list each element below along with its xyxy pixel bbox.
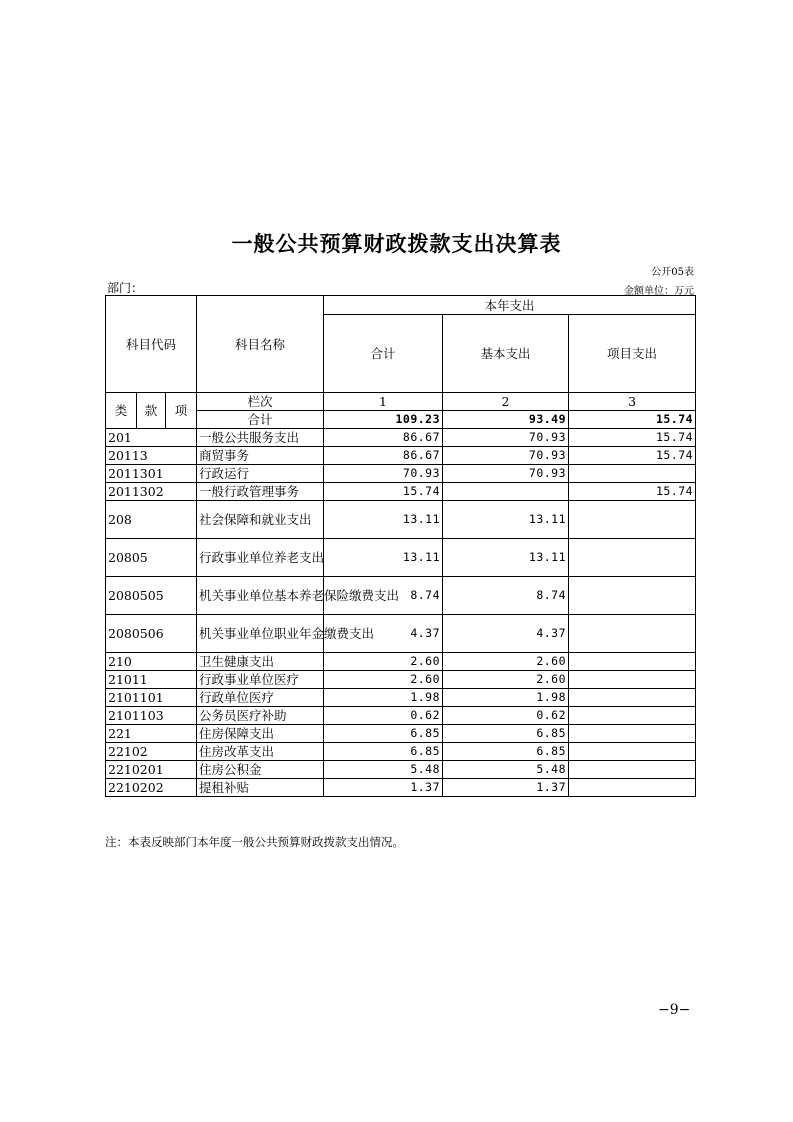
form-number: 公开05表 <box>651 267 694 278</box>
department-label: 部门： <box>107 281 144 295</box>
totals-label: 合计 <box>197 411 324 429</box>
project-amount <box>569 761 696 779</box>
project-amount: 15.74 <box>569 429 696 447</box>
subject-code: 2011302 <box>106 483 197 501</box>
basic-amount: 6.85 <box>443 743 569 761</box>
table-row <box>106 779 696 797</box>
project-amount <box>569 689 696 707</box>
subject-name: 行政单位医疗 <box>197 689 324 707</box>
basic-amount: 4.37 <box>443 615 569 653</box>
project-amount: 15.74 <box>569 447 696 465</box>
table-row <box>106 761 696 779</box>
table-row <box>106 447 696 465</box>
subject-code: 2210201 <box>106 761 197 779</box>
total-amount: 86.67 <box>324 429 443 447</box>
subject-name: 住房改革支出 <box>197 743 324 761</box>
column-number-2: 2 <box>443 393 569 411</box>
total-amount: 4.37 <box>324 615 443 653</box>
total-amount: 8.74 <box>324 577 443 615</box>
header-kuan: 款 <box>137 393 166 429</box>
project-amount <box>569 743 696 761</box>
total-amount: 6.85 <box>324 743 443 761</box>
subject-name: 提租补贴 <box>197 779 324 797</box>
table-row <box>106 725 696 743</box>
basic-amount: 70.93 <box>443 429 569 447</box>
totals-project: 15.74 <box>569 411 696 429</box>
basic-amount: 13.11 <box>443 539 569 577</box>
table-row <box>106 429 696 447</box>
table-row <box>106 483 696 501</box>
subject-code: 2080505 <box>106 577 197 615</box>
header-basic: 基本支出 <box>443 315 569 393</box>
totals-total: 109.23 <box>324 411 443 429</box>
header-project: 项目支出 <box>569 315 696 393</box>
table-row <box>106 671 696 689</box>
expenditure-table <box>105 295 696 797</box>
table-row <box>106 501 696 539</box>
table-row <box>106 465 696 483</box>
total-amount: 1.37 <box>324 779 443 797</box>
subject-code: 21011 <box>106 671 197 689</box>
subject-name: 公务员医疗补助 <box>197 707 324 725</box>
column-number-1: 1 <box>324 393 443 411</box>
table-row <box>106 539 696 577</box>
project-amount <box>569 501 696 539</box>
project-amount <box>569 671 696 689</box>
header-column-index: 栏次 <box>197 393 324 411</box>
subject-name: 一般行政管理事务 <box>197 483 324 501</box>
header-lei: 类 <box>106 393 137 429</box>
project-amount <box>569 465 696 483</box>
page-title: 一般公共预算财政拨款支出决算表 <box>231 232 562 256</box>
total-amount: 15.74 <box>324 483 443 501</box>
basic-amount: 0.62 <box>443 707 569 725</box>
project-amount <box>569 725 696 743</box>
subject-code: 210 <box>106 653 197 671</box>
unit-label: 金额单位：万元 <box>624 286 694 297</box>
basic-amount: 2.60 <box>443 653 569 671</box>
table-note: 注：本表反映部门本年度一般公共预算财政拨款支出情况。 <box>105 835 404 849</box>
basic-amount: 2.60 <box>443 671 569 689</box>
subject-code: 22102 <box>106 743 197 761</box>
project-amount <box>569 577 696 615</box>
table-row <box>106 615 696 653</box>
header-subject-code: 科目代码 <box>106 296 197 393</box>
project-amount <box>569 539 696 577</box>
subject-code: 2101103 <box>106 707 197 725</box>
project-amount <box>569 615 696 653</box>
subject-code: 2210202 <box>106 779 197 797</box>
subject-name: 一般公共服务支出 <box>197 429 324 447</box>
total-amount: 6.85 <box>324 725 443 743</box>
subject-name: 机关事业单位基本养老保险缴费支出 <box>197 577 324 615</box>
total-amount: 2.60 <box>324 671 443 689</box>
total-amount: 0.62 <box>324 707 443 725</box>
table-row <box>106 707 696 725</box>
basic-amount: 70.93 <box>443 447 569 465</box>
project-amount <box>569 653 696 671</box>
basic-amount: 70.93 <box>443 465 569 483</box>
total-amount: 2.60 <box>324 653 443 671</box>
subject-name: 行政事业单位养老支出 <box>197 539 324 577</box>
basic-amount: 1.37 <box>443 779 569 797</box>
total-amount: 13.11 <box>324 539 443 577</box>
subject-name: 住房保障支出 <box>197 725 324 743</box>
subject-code: 20805 <box>106 539 197 577</box>
table-row <box>106 653 696 671</box>
basic-amount: 8.74 <box>443 577 569 615</box>
subject-name: 行政运行 <box>197 465 324 483</box>
subject-code: 2101101 <box>106 689 197 707</box>
project-amount <box>569 707 696 725</box>
header-total: 合计 <box>324 315 443 393</box>
header-subject-name: 科目名称 <box>197 296 324 393</box>
subject-code: 221 <box>106 725 197 743</box>
table-row <box>106 689 696 707</box>
total-amount: 70.93 <box>324 465 443 483</box>
basic-amount: 13.11 <box>443 501 569 539</box>
table-row <box>106 577 696 615</box>
total-amount: 1.98 <box>324 689 443 707</box>
basic-amount: 1.98 <box>443 689 569 707</box>
project-amount <box>569 779 696 797</box>
total-amount: 13.11 <box>324 501 443 539</box>
header-annual-expenditure: 本年支出 <box>324 296 696 315</box>
project-amount: 15.74 <box>569 483 696 501</box>
subject-name: 社会保障和就业支出 <box>197 501 324 539</box>
subject-code: 20113 <box>106 447 197 465</box>
column-number-3: 3 <box>569 393 696 411</box>
page-number: −9− <box>658 1002 691 1018</box>
subject-name: 住房公积金 <box>197 761 324 779</box>
subject-name: 行政事业单位医疗 <box>197 671 324 689</box>
basic-amount <box>443 483 569 501</box>
header-xiang: 项 <box>166 393 197 429</box>
subject-code: 201 <box>106 429 197 447</box>
subject-name: 卫生健康支出 <box>197 653 324 671</box>
total-amount: 86.67 <box>324 447 443 465</box>
subject-code: 2011301 <box>106 465 197 483</box>
subject-name: 机关事业单位职业年金缴费支出 <box>197 615 324 653</box>
basic-amount: 5.48 <box>443 761 569 779</box>
subject-code: 208 <box>106 501 197 539</box>
subject-name: 商贸事务 <box>197 447 324 465</box>
table-row <box>106 743 696 761</box>
subject-code: 2080506 <box>106 615 197 653</box>
totals-basic: 93.49 <box>443 411 569 429</box>
total-amount: 5.48 <box>324 761 443 779</box>
basic-amount: 6.85 <box>443 725 569 743</box>
